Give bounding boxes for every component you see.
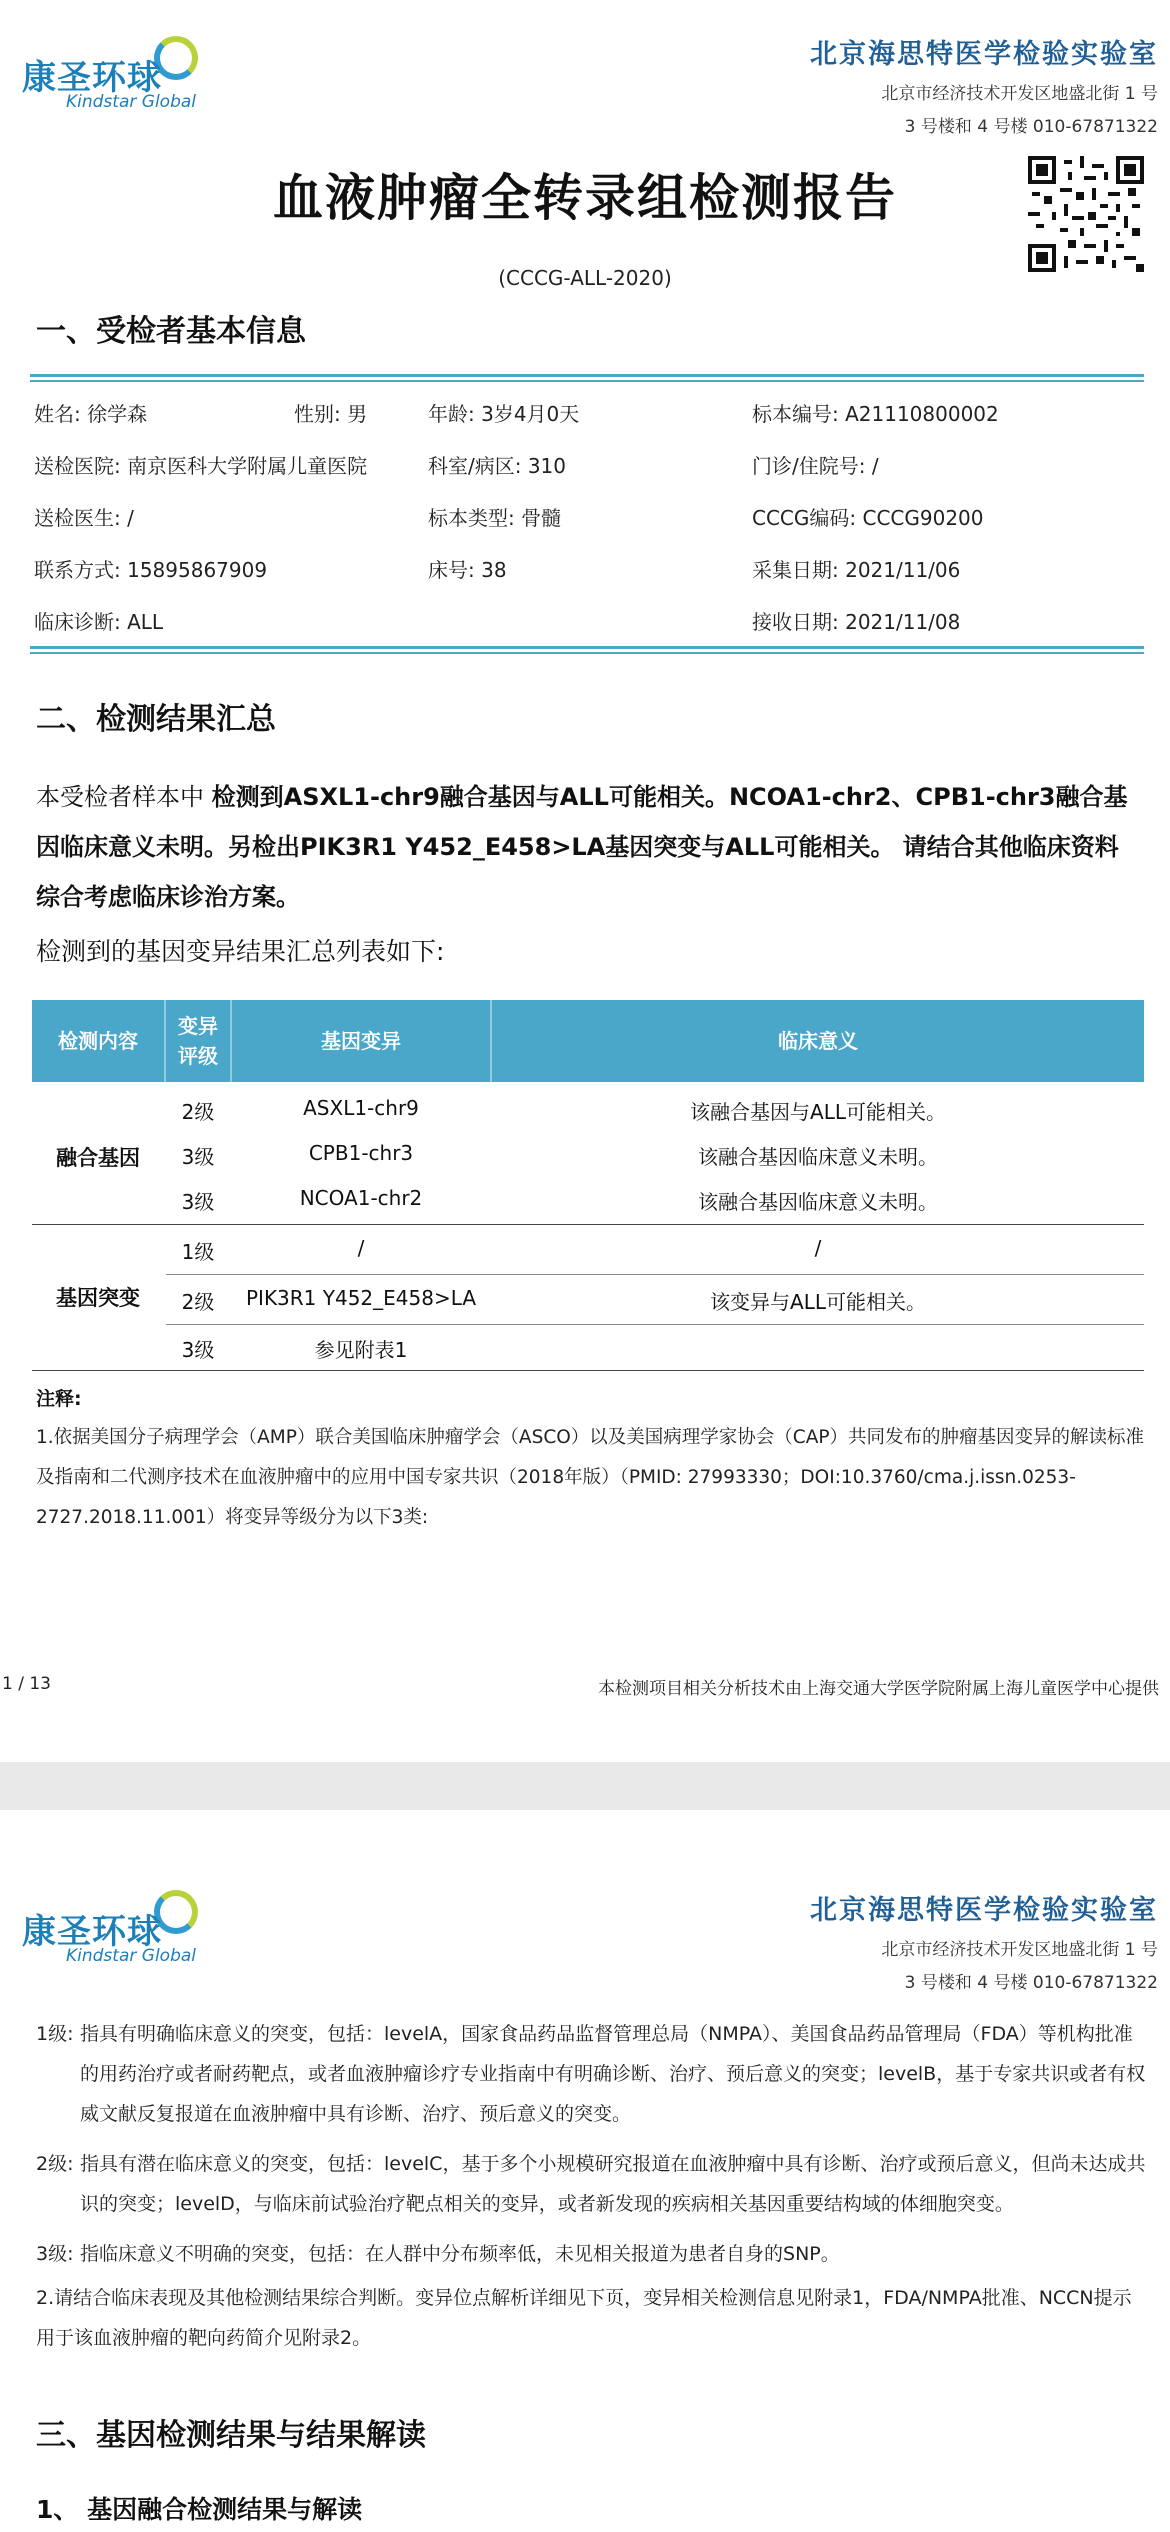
fusion-row-2-variant: CPB1-chr3 [308, 1141, 414, 1165]
table-bottom-line [32, 1370, 1144, 1371]
mutation-row-2-level: 2级 [181, 1290, 215, 1314]
lab-info [810, 1888, 1158, 1993]
th-content: 检测内容 [58, 1029, 138, 1053]
fusion-row-1-level: 2级 [181, 1100, 215, 1124]
lab-name: 北京海思特医学检验实验室 [810, 1895, 1158, 1926]
lab-address-line2: 3 号楼和 4 号楼 010-67871322 [904, 117, 1158, 137]
logo-chinese-name: 康圣环球 [22, 58, 162, 98]
result-summary-text [36, 772, 1136, 922]
referring-hospital: 送检医院: 南京医科大学附属儿童医院 [34, 454, 368, 478]
section-gene-results-title: 三、基因检测结果与结果解读 [36, 2418, 426, 2453]
company-logo [22, 36, 212, 114]
lab-address-line2: 3 号楼和 4 号楼 010-67871322 [904, 1973, 1158, 1993]
th-variant: 基因变异 [321, 1029, 401, 1053]
fusion-row-3-significance: 该融合基因临床意义未明。 [698, 1190, 938, 1214]
page-number: 1 / 13 [2, 1674, 51, 1694]
footer-credit: 本检测项目相关分析技术由上海交通大学医学院附属上海儿童医学中心提供 [598, 1679, 1159, 1699]
summary-conclusion: 检测到ASXL1-chr9融合基因与ALL可能相关。NCOA1-chr2、CPB1-chr3融合基因临床意义未明。另检出PIK3R1 Y452_E458>LA基因突变与ALL可能相关。 请结合其他临床资料综合考虑临床诊治方案。 [36, 783, 1128, 911]
table-group-divider [32, 1224, 1144, 1225]
sample-type: 标本类型: 骨髓 [428, 506, 562, 530]
logo-chinese-name: 康圣环球 [22, 1912, 162, 1952]
mutation-row-3-variant: 参见附表1 [314, 1338, 408, 1362]
note-1: 1.依据美国分子病理学会（AMP）联合美国临床肿瘤学会（ASCO）以及美国病理学家协会（CAP）共同发布的肿瘤基因变异的解读标准及指南和二代测序技术在血液肿瘤中的应用中国专家共识（2018年版）（PMID: 27993330；DOI:10.3760/cma.j.issn.0253-2727.2018.11.001）将变异等级分为以下3类: [36, 1427, 1145, 1528]
subsection-fusion-results-title: 1、 基因融合检测结果与解读 [36, 2495, 363, 2524]
level-2-tag: 2级: [36, 2153, 74, 2175]
fusion-row-1-variant: ASXL1-chr9 [303, 1096, 419, 1120]
fusion-row-1-significance: 该融合基因与ALL可能相关。 [690, 1100, 946, 1124]
table-row-divider [166, 1324, 1144, 1325]
mutation-row-2-variant: PIK3R1 Y452_E458>LA [245, 1286, 477, 1310]
patient-gender: 性别: 男 [294, 402, 368, 426]
level-1-text: 指具有明确临床意义的突变，包括：levelA，国家食品药品监督管理总局（NMPA）、美国食品药品管理局（FDA）等机构批准的用药治疗或者耐药靶点，或者血液肿瘤诊疗专业指南中有明确诊断、治疗、预后意义的突变；levelB，基于专家共识或者有权威文献反复报道在血液肿瘤中具有诊断、治疗、预后意义的突变。 [80, 2023, 1146, 2125]
lab-address-line1: 北京市经济技术开发区地盛北街 1 号 [881, 84, 1158, 104]
section-rule-top [30, 374, 1144, 382]
mutation-row-3-level: 3级 [181, 1338, 215, 1362]
logo-english-name: Kindstar Global [66, 1946, 196, 1966]
variant-table-header [32, 1000, 1144, 1082]
notes-title: 注释: [36, 1388, 82, 1410]
patient-age: 年龄: 3岁4月0天 [428, 402, 580, 426]
lab-info [810, 32, 1158, 137]
th-level-line2: 评级 [178, 1044, 218, 1068]
referring-doctor: 送检医生: / [34, 506, 134, 530]
company-logo [22, 1890, 212, 1968]
mutation-group-label: 基因突变 [56, 1286, 140, 1310]
level-3-text: 指临床意义不明确的突变，包括：在人群中分布频率低，未见相关报道为患者自身的SNP。 [80, 2243, 840, 2265]
section-result-summary-title: 二、检测结果汇总 [36, 702, 276, 737]
level-2-definition [36, 2144, 1146, 2224]
contact-phone: 联系方式: 15895867909 [34, 558, 268, 582]
lab-name: 北京海思特医学检验实验室 [810, 39, 1158, 70]
fusion-row-3-variant: NCOA1-chr2 [299, 1186, 423, 1210]
mutation-row-1-level: 1级 [181, 1240, 215, 1264]
mutation-row-1-significance: / [814, 1236, 822, 1260]
collection-date: 采集日期: 2021/11/06 [752, 558, 961, 582]
patient-name: 姓名: 徐学森 [34, 402, 148, 426]
fusion-row-3-level: 3级 [181, 1190, 215, 1214]
cccg-code: CCCG编码: CCCG90200 [752, 506, 984, 530]
logo-english-name: Kindstar Global [66, 92, 196, 112]
table-row-divider [166, 1274, 1144, 1275]
note-2: 2.请结合临床表现及其他检测结果综合判断。变异位点解析详细见下页，变异相关检测信息见附录1，FDA/NMPA批准、NCCN提示用于该血液肿瘤的靶向药简介见附录2。 [36, 2287, 1132, 2349]
report-code: (CCCG-ALL-2020) [498, 266, 672, 290]
level-1-tag: 1级: [36, 2023, 74, 2045]
receive-date: 接收日期: 2021/11/08 [752, 610, 961, 634]
level-3-tag: 3级: [36, 2243, 74, 2265]
level-1-definition [36, 2014, 1146, 2134]
fusion-group-label: 融合基因 [56, 1146, 140, 1170]
report-page-2 [0, 1810, 1170, 2532]
mutation-row-2-significance: 该变异与ALL可能相关。 [710, 1290, 926, 1314]
report-title: 血液肿瘤全转录组检测报告 [273, 169, 897, 227]
fusion-row-2-significance: 该融合基因临床意义未明。 [698, 1145, 938, 1169]
qr-code-icon [1028, 156, 1144, 272]
variant-list-intro: 检测到的基因变异结果汇总列表如下: [36, 937, 445, 966]
outpatient-number: 门诊/住院号: / [752, 454, 879, 478]
level-3-definition [36, 2234, 1146, 2274]
fusion-row-2-level: 3级 [181, 1145, 215, 1169]
section-basic-info-title: 一、受检者基本信息 [36, 314, 306, 349]
level-2-text: 指具有潜在临床意义的突变，包括：levelC，基于多个小规模研究报道在血液肿瘤中具有诊断、治疗或预后意义，但尚未达成共识的突变；levelD，与临床前试验治疗靶点相关的变异，或者新发现的疾病相关基因重要结构域的体细胞突变。 [80, 2153, 1146, 2215]
bed-number: 床号: 38 [428, 558, 507, 582]
summary-prefix: 本受检者样本中 [36, 783, 212, 811]
th-significance: 临床意义 [778, 1029, 858, 1053]
department: 科室/病区: 310 [428, 454, 567, 478]
th-level [166, 1000, 230, 1082]
clinical-diagnosis: 临床诊断: ALL [34, 610, 164, 634]
sample-number: 标本编号: A21110800002 [752, 402, 999, 426]
th-level-line1: 变异 [178, 1014, 218, 1038]
lab-address-line1: 北京市经济技术开发区地盛北街 1 号 [881, 1940, 1158, 1960]
mutation-row-1-variant: / [357, 1236, 365, 1260]
section-rule-bottom [30, 646, 1144, 654]
